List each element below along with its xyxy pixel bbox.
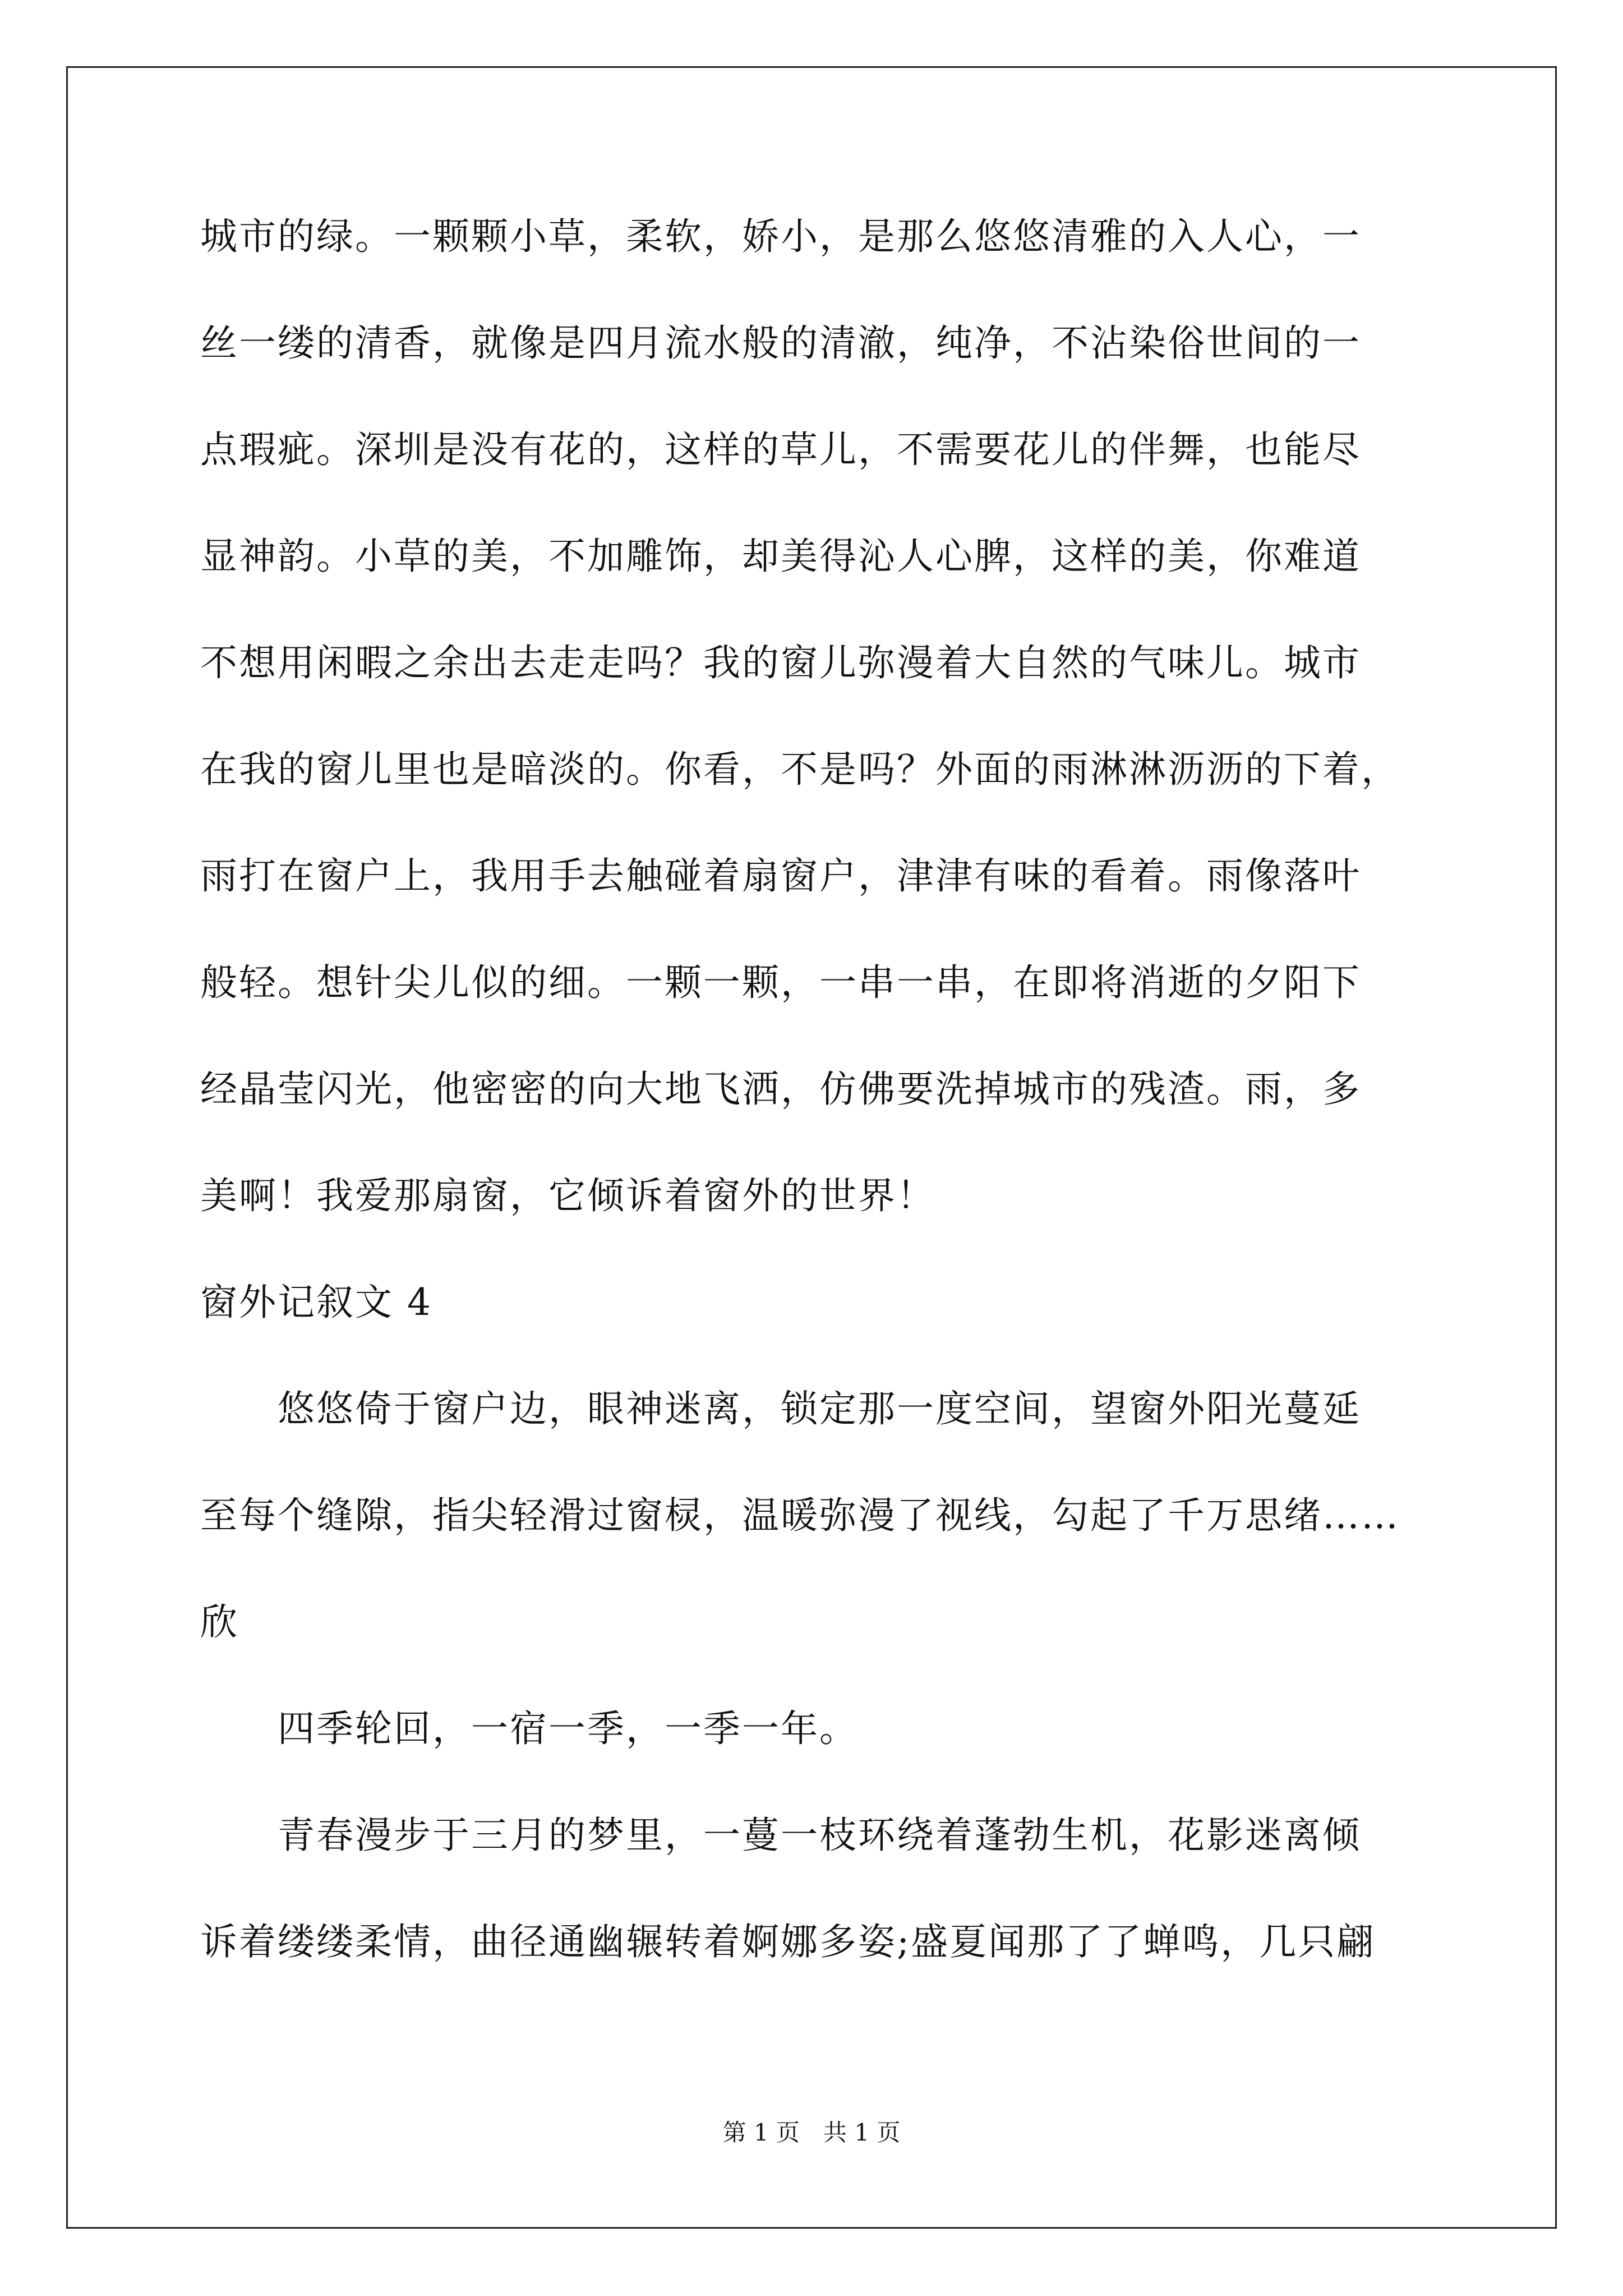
text-line: 雨打在窗户上，我用手去触碰着扇窗户，津津有味的看着。雨像落叶	[200, 854, 1361, 898]
section-heading: 窗外记叙文 4	[200, 1281, 432, 1324]
text-line: 青春漫步于三月的梦里，一蔓一枝环绕着蓬勃生机，花影迷离倾	[200, 1814, 1361, 1857]
text-line: 般轻。想针尖儿似的细。一颗一颗，一串一串，在即将消逝的夕阳下	[200, 961, 1361, 1004]
document-body	[200, 209, 1434, 2021]
text-line: 显神韵。小草的美，不加雕饰，却美得沁人心脾，这样的美，你难道	[200, 535, 1361, 578]
page-footer: 第 1 页 共 1 页	[722, 2119, 901, 2146]
text-line: 丝一缕的清香，就像是四月流水般的清澈，纯净，不沾染俗世间的一	[200, 321, 1361, 365]
text-line: 美啊！我爱那扇窗，它倾诉着窗外的世界！	[200, 1174, 935, 1217]
text-line: 四季轮回，一宿一季，一季一年。	[200, 1707, 858, 1750]
text-line: 经晶莹闪光，他密密的向大地飞洒，仿佛要洗掉城市的残渣。雨，多	[200, 1068, 1361, 1111]
text-line: 城市的绿。一颗颗小草，柔软，娇小，是那么悠悠清雅的入人心，一	[200, 215, 1361, 258]
text-line: 点瑕疵。深圳是没有花的，这样的草儿，不需要花儿的伴舞，也能尽	[200, 428, 1361, 471]
text-line: 诉着缕缕柔情，曲径通幽辗转着婀娜多姿;盛夏闻那了了蝉鸣，几只翩	[200, 1920, 1376, 1963]
text-line: 不想用闲暇之余出去走走吗？我的窗儿弥漫着大自然的气味儿。城市	[200, 641, 1361, 684]
text-line: 悠悠倚于窗户边，眼神迷离，锁定那一度空间，望窗外阳光蔓延	[200, 1387, 1361, 1430]
text-line: 在我的窗儿里也是暗淡的。你看，不是吗？外面的雨淋淋沥沥的下着，	[200, 748, 1400, 791]
text-line: 至每个缝隙，指尖轻滑过窗棂，温暖弥漫了视线，勾起了千万思绪……	[200, 1494, 1400, 1537]
text-line: 欣	[200, 1600, 239, 1644]
